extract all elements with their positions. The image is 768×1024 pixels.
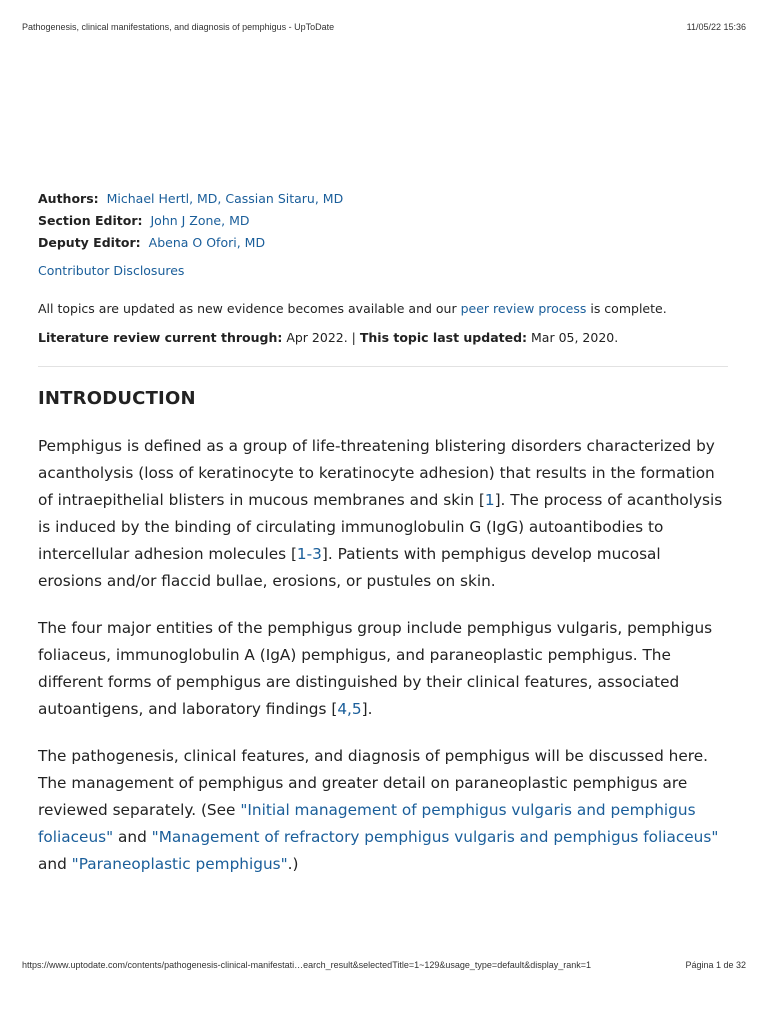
p3-text-a: The pathogenesis, clinical features, and diagnosis of pemphigus will be discussed here. The management of pemphigus and greater detail on paraneoplastic pemphigus are reviewed separately. (See <box>38 747 708 819</box>
reference-link-1[interactable]: 1 <box>484 491 495 509</box>
intro-paragraph-3 <box>38 743 728 878</box>
divider <box>38 366 728 367</box>
section-editor-row <box>38 210 728 232</box>
p1-text-a: Pemphigus is defined as a group of life-threatening blistering disorders characterized by acantholysis (loss of keratinocyte to keratinocyte adhesion) that results in the formation of intraepithelial blisters in mucous membranes and skin [ <box>38 437 715 509</box>
print-header <box>22 22 746 36</box>
review-dates <box>38 329 728 347</box>
article-content <box>38 188 728 878</box>
disclosures-row <box>38 262 728 280</box>
last-updated-value: Mar 05, 2020. <box>527 330 619 345</box>
paraneoplastic-link[interactable]: "Paraneoplastic pemphigus" <box>71 855 288 873</box>
deputy-editor-label: Deputy Editor: <box>38 235 141 250</box>
p1-text-c: ]. Patients with pemphigus develop mucosal erosions and/or flaccid bullae, erosions, or pustules on skin. <box>38 545 661 590</box>
deputy-editor-link[interactable]: Abena O Ofori, MD <box>148 235 266 250</box>
authors-row <box>38 188 728 210</box>
section-heading: INTRODUCTION <box>38 388 196 409</box>
update-note-text: All topics are updated as new evidence becomes available and our <box>38 301 461 316</box>
last-updated-label: This topic last updated: <box>359 330 528 345</box>
print-header-title: Pathogenesis, clinical manifestations, and diagnosis of pemphigus - UpToDate <box>22 22 335 32</box>
p3-and-2: and <box>38 855 72 873</box>
literature-review-value: Apr 2022. | <box>282 330 360 345</box>
update-note-end: is complete. <box>586 301 667 316</box>
section-editor-label: Section Editor: <box>38 213 143 228</box>
reference-link-1-3[interactable]: 1-3 <box>296 545 322 563</box>
print-header-datetime: 11/05/22 15:36 <box>686 22 746 32</box>
initial-management-link[interactable]: "Initial management of pemphigus vulgaris and pemphigus foliaceus" <box>38 801 696 846</box>
intro-paragraph-1 <box>38 433 728 595</box>
p3-and-1: and <box>113 828 152 846</box>
deputy-editor-row <box>38 232 728 254</box>
section-editor-link[interactable]: John J Zone, MD <box>150 213 250 228</box>
print-footer-page: Página 1 de 32 <box>685 960 746 970</box>
p3-end: .) <box>287 855 299 873</box>
print-footer <box>22 960 746 974</box>
authors-label: Authors: <box>38 191 99 206</box>
contributor-disclosures-link[interactable]: Contributor Disclosures <box>38 263 185 278</box>
print-footer-url: https://www.uptodate.com/contents/pathogenesis-clinical-manifestati…earch_result&selectedTitle=1~129&usage_type=default&display_rank=1 <box>22 960 592 970</box>
intro-paragraph-2 <box>38 615 728 723</box>
literature-review-label: Literature review current through: <box>38 330 283 345</box>
p2-text-b: ]. <box>361 700 373 718</box>
refractory-management-link[interactable]: "Management of refractory pemphigus vulgaris and pemphigus foliaceus" <box>151 828 719 846</box>
p2-text-a: The four major entities of the pemphigus group include pemphigus vulgaris, pemphigus foliaceus, immunoglobulin A (IgA) pemphigus, and paraneoplastic pemphigus. The different forms of pemphigus are distinguished by their clinical features, associated autoantigens, and laboratory findings [ <box>38 619 713 718</box>
p1-text-b: ]. The process of acantholysis is induced by the binding of circulating immunoglobulin G (IgG) autoantibodies to intercellular adhesion molecules [ <box>38 491 723 563</box>
reference-link-4-5[interactable]: 4,5 <box>337 700 362 718</box>
peer-review-link[interactable]: peer review process <box>460 301 587 316</box>
authors-link[interactable]: Michael Hertl, MD, Cassian Sitaru, MD <box>106 191 344 206</box>
update-note <box>38 300 728 318</box>
